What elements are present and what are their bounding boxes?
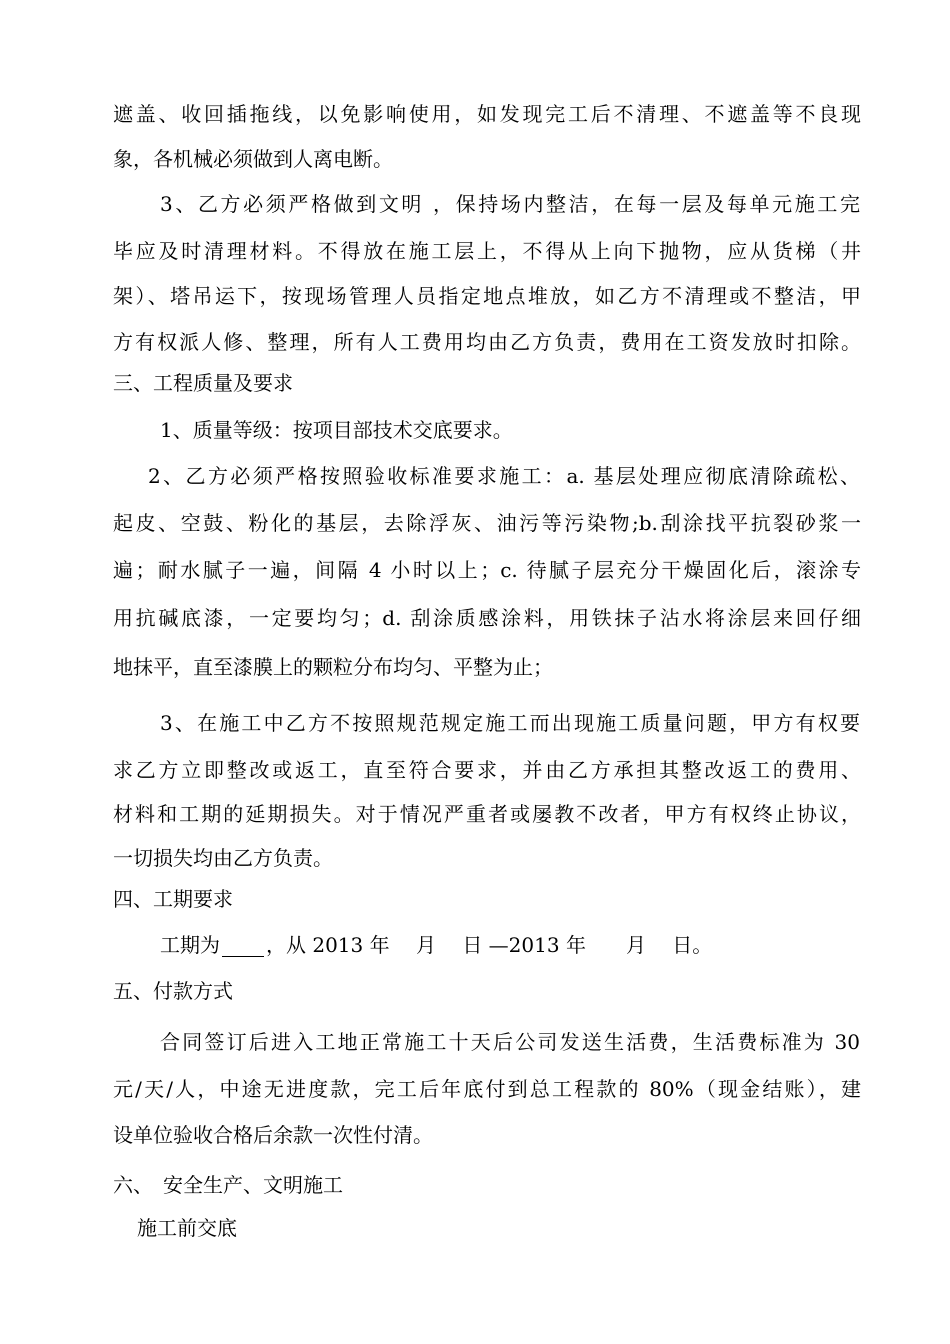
schedule-label: 工期为 (160, 933, 220, 957)
payment-line-2: 元/天/人，中途无进度款，完工后年底付到总工程款的 80%（现金结账），建 (113, 1077, 861, 1101)
section-heading-safety: 六、 安全生产、文明施工 (113, 1173, 343, 1197)
section-heading-schedule: 四、工期要求 (113, 887, 233, 911)
quality-item-2-line-5: 地抹平，直至漆膜上的颗粒分布均匀、平整为止； (113, 655, 553, 679)
quality-item-2-line-1: 2、乙方必须严格按照验收标准要求施工：a. 基层处理应彻底清除疏松、 (148, 464, 860, 488)
paragraph-line-1: 遮盖、收回插拖线，以免影响使用，如发现完工后不清理、不遮盖等不良现 (113, 102, 861, 126)
schedule-line (160, 933, 860, 957)
quality-item-3-line-3: 材料和工期的延期损失。对于情况严重者或屡教不改者，甲方有权终止协议， (113, 802, 861, 826)
clause-3-line-4: 方有权派人修、整理，所有人工费用均由乙方负责，费用在工资发放时扣除。 (113, 330, 861, 354)
quality-item-1: 1、质量等级：按项目部技术交底要求。 (160, 418, 513, 442)
quality-item-2-line-2: 起皮、空鼓、粉化的基层，去除浮灰、油污等污染物;b.刮涂找平抗裂砂浆一 (113, 511, 861, 535)
quality-item-3-line-4: 一切损失均由乙方负责。 (113, 846, 333, 870)
quality-item-3-line-2: 求乙方立即整改或返工，直至符合要求，并由乙方承担其整改返工的费用、 (113, 758, 861, 782)
section-heading-payment: 五、付款方式 (113, 979, 233, 1003)
payment-line-1: 合同签订后进入工地正常施工十天后公司发送生活费，生活费标准为 30 (160, 1030, 860, 1054)
duration-blank-field (222, 936, 264, 957)
section-heading-quality: 三、工程质量及要求 (113, 371, 293, 395)
clause-3-line-1: 3、乙方必须严格做到文明 ，保持场内整洁，在每一层及每单元施工完 (160, 192, 860, 216)
safety-subheading: 施工前交底 (137, 1216, 237, 1240)
clause-3-line-2: 毕应及时清理材料。不得放在施工层上，不得从上向下抛物，应从货梯（井 (113, 239, 861, 263)
quality-item-3-line-1: 3、在施工中乙方不按照规范规定施工而出现施工质量问题，甲方有权要 (160, 711, 860, 735)
schedule-dates: ，从 2013 年 月 日 —2013 年 月 日。 (266, 933, 713, 957)
quality-item-2-line-4: 用抗碱底漆，一定要均匀；d. 刮涂质感涂料，用铁抹子沾水将涂层来回仔细 (113, 606, 861, 630)
quality-item-2-line-3: 遍；耐水腻子一遍，间隔 4 小时以上；c. 待腻子层充分干燥固化后，滚涂专 (113, 558, 861, 582)
paragraph-line-2: 象，各机械必须做到人离电断。 (113, 147, 393, 171)
payment-line-3: 设单位验收合格后余款一次性付清。 (113, 1123, 433, 1147)
clause-3-line-3: 架）、塔吊运下，按现场管理人员指定地点堆放，如乙方不清理或不整洁，甲 (113, 284, 861, 308)
